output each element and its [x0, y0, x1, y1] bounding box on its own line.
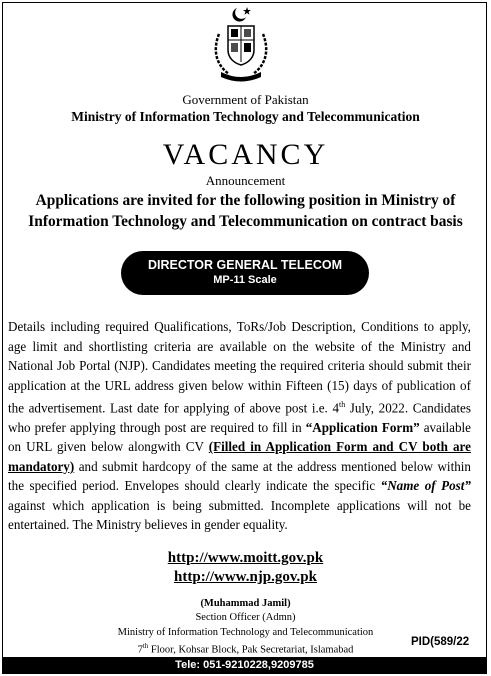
signatory-title: Section Officer (Admn) — [195, 612, 296, 623]
mandatory-note: (Filled in Application Form and CV both are mandatory) — [8, 439, 471, 474]
signatory-ministry: Ministry of Information Technology and Telecommunication — [117, 627, 374, 638]
details-paragraph — [8, 317, 471, 535]
state-emblem-icon — [211, 4, 271, 84]
name-of-post-term: “Name of Post” — [380, 478, 471, 494]
moitt-url-link[interactable]: http://www.moitt.gov.pk — [167, 550, 324, 566]
date-suffix: th — [339, 400, 346, 409]
vacancy-heading: VACANCY — [162, 138, 329, 171]
application-form-term: “Application Form” — [305, 419, 420, 435]
details-part-1: Details including required Qualifications, ToRs/Job Description, Conditions to apply, age limit and shortlisting criteria are available on the website of the Ministry and National Job Portal (NJP). Candidates meeting the required criteria should submit their application at the URL address given below within Fifteen (15) days of publication of the advertisement. Last date for applying of above post i.e. 4 — [8, 319, 471, 416]
address-text: Floor, Kohsar Block, Pak Secretariat, Islamabad — [148, 644, 354, 656]
ministry-name: Ministry of Information Technology and Telecommunication — [71, 109, 420, 124]
pid-number: PID(589/22 — [411, 636, 470, 648]
floor-number: 7 — [137, 644, 143, 656]
details-part-2: July, 2022. Candidates who prefer applying through post are required to fill in — [8, 400, 471, 435]
position-title: DIRECTOR GENERAL TELECOM — [148, 258, 342, 272]
floor-suffix: th — [142, 642, 149, 650]
telephone-bar — [2, 657, 487, 674]
telephone-text: Tele: 051-9210228,9209785 — [175, 659, 314, 671]
signatory-name: (Muhammad Jamil) — [200, 598, 291, 609]
position-scale: MP-11 Scale — [213, 274, 277, 286]
details-part-5: against which application is being submitted. Incomplete applications will not be entertained. The Ministry believes in gender equality. — [8, 497, 471, 533]
details-part-4: and submit hardcopy of the same at the address mentioned below within the specified period. Envelopes should clearly indicate the specific — [8, 458, 471, 494]
announcement-label: Announcement — [205, 173, 286, 188]
government-label: Government of Pakistan — [182, 92, 309, 107]
details-part-3: available on URL given below alongwith CV — [8, 419, 471, 455]
njp-url-link[interactable]: http://www.njp.gov.pk — [174, 569, 317, 585]
position-box — [121, 251, 369, 295]
invitation-text: Applications are invited for the following position in Ministry of Information Technology and Telecommunication on contract basis — [28, 192, 463, 230]
